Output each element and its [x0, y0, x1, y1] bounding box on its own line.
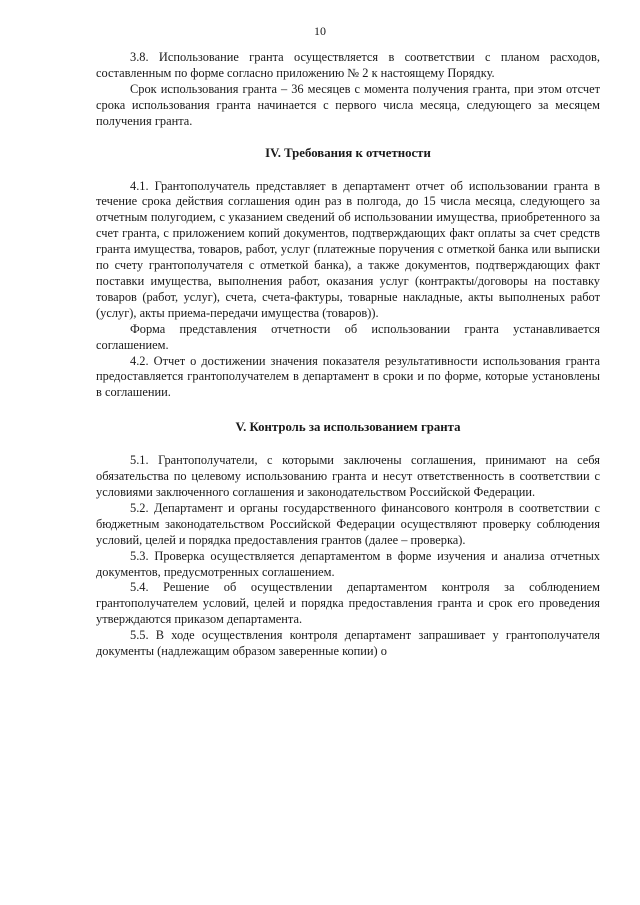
document-body — [96, 50, 600, 660]
paragraph-grant-term: Срок использования гранта – 36 месяцев с момента получения гранта, при этом отсчет срока использования гранта начинается с первого числа месяца, следующего за месяцем получения гранта. — [96, 81, 600, 128]
paragraph-5-4: 5.4. Решение об осуществлении департаментом контроля за соблюдением грантополучателем условий, целей и порядка предоставления гранта и срок его проведения утверждаются приказом департамента. — [96, 580, 600, 627]
paragraph-4-1: 4.1. Грантополучатель представляет в департамент отчет об использовании гранта в течение срока действия соглашения один раз в полгода, до 15 числа месяца, следующего за отчетным полугодием, с указанием сведений об использовании имущества, приобретенного за счет гранта, с приложением копий документов, подтверждающих факт оплаты за счет средств гранта имущества, товаров, работ, услуг (платежные поручения с отметкой банка или выписки по счету грантополучателя с отметкой банка), а также документов, подтверждающих факт поставки имущества, выполнения работ, оказания услуг (контракты/договоры на поставку товаров (работ, услуг), счета, счета-фактуры, товарные накладные, акты выполненых работ (услуг), акты приема-передачи имущества (товаров)). — [96, 178, 600, 320]
paragraph-5-2: 5.2. Департамент и органы государственного финансового контроля в соответствии с бюджетным законодательством Российской Федерации осуществляют проверку соблюдения условий, целей и порядка предоставления грантов (далее – проверка). — [96, 500, 600, 547]
paragraph-5-3: 5.3. Проверка осуществляется департаментом в форме изучения и анализа отчетных документов, предусмотренных соглашением. — [96, 548, 600, 579]
paragraph-5-1: 5.1. Грантополучатели, с которыми заключены соглашения, принимают на себя обязательства по целевому использованию гранта и несут ответственность в соответствии с условиями заключенного соглашения и законодательством Российской Федерации. — [96, 453, 600, 500]
paragraph-3-8: 3.8. Использование гранта осуществляется в соответствии с планом расходов, составленным по форме согласно приложению № 2 к настоящему Порядку. — [96, 50, 600, 80]
paragraph-4-2: 4.2. Отчет о достижении значения показателя результативности использования гранта предоставляется грантополучателем в департамент в сроки и по форме, которые установлены в соглашении. — [96, 353, 600, 400]
paragraph-report-form: Форма представления отчетности об использовании гранта устанавливается соглашением. — [96, 321, 600, 352]
paragraph-5-5: 5.5. В ходе осуществления контроля департамент запрашивает у грантополучателя документы (надлежащим образом заверенные копии) о — [96, 628, 600, 659]
section-5-title: V. Контроль за использованием гранта — [235, 420, 461, 435]
page-number: 10 — [314, 24, 326, 38]
section-4-title: IV. Требования к отчетности — [265, 145, 431, 160]
